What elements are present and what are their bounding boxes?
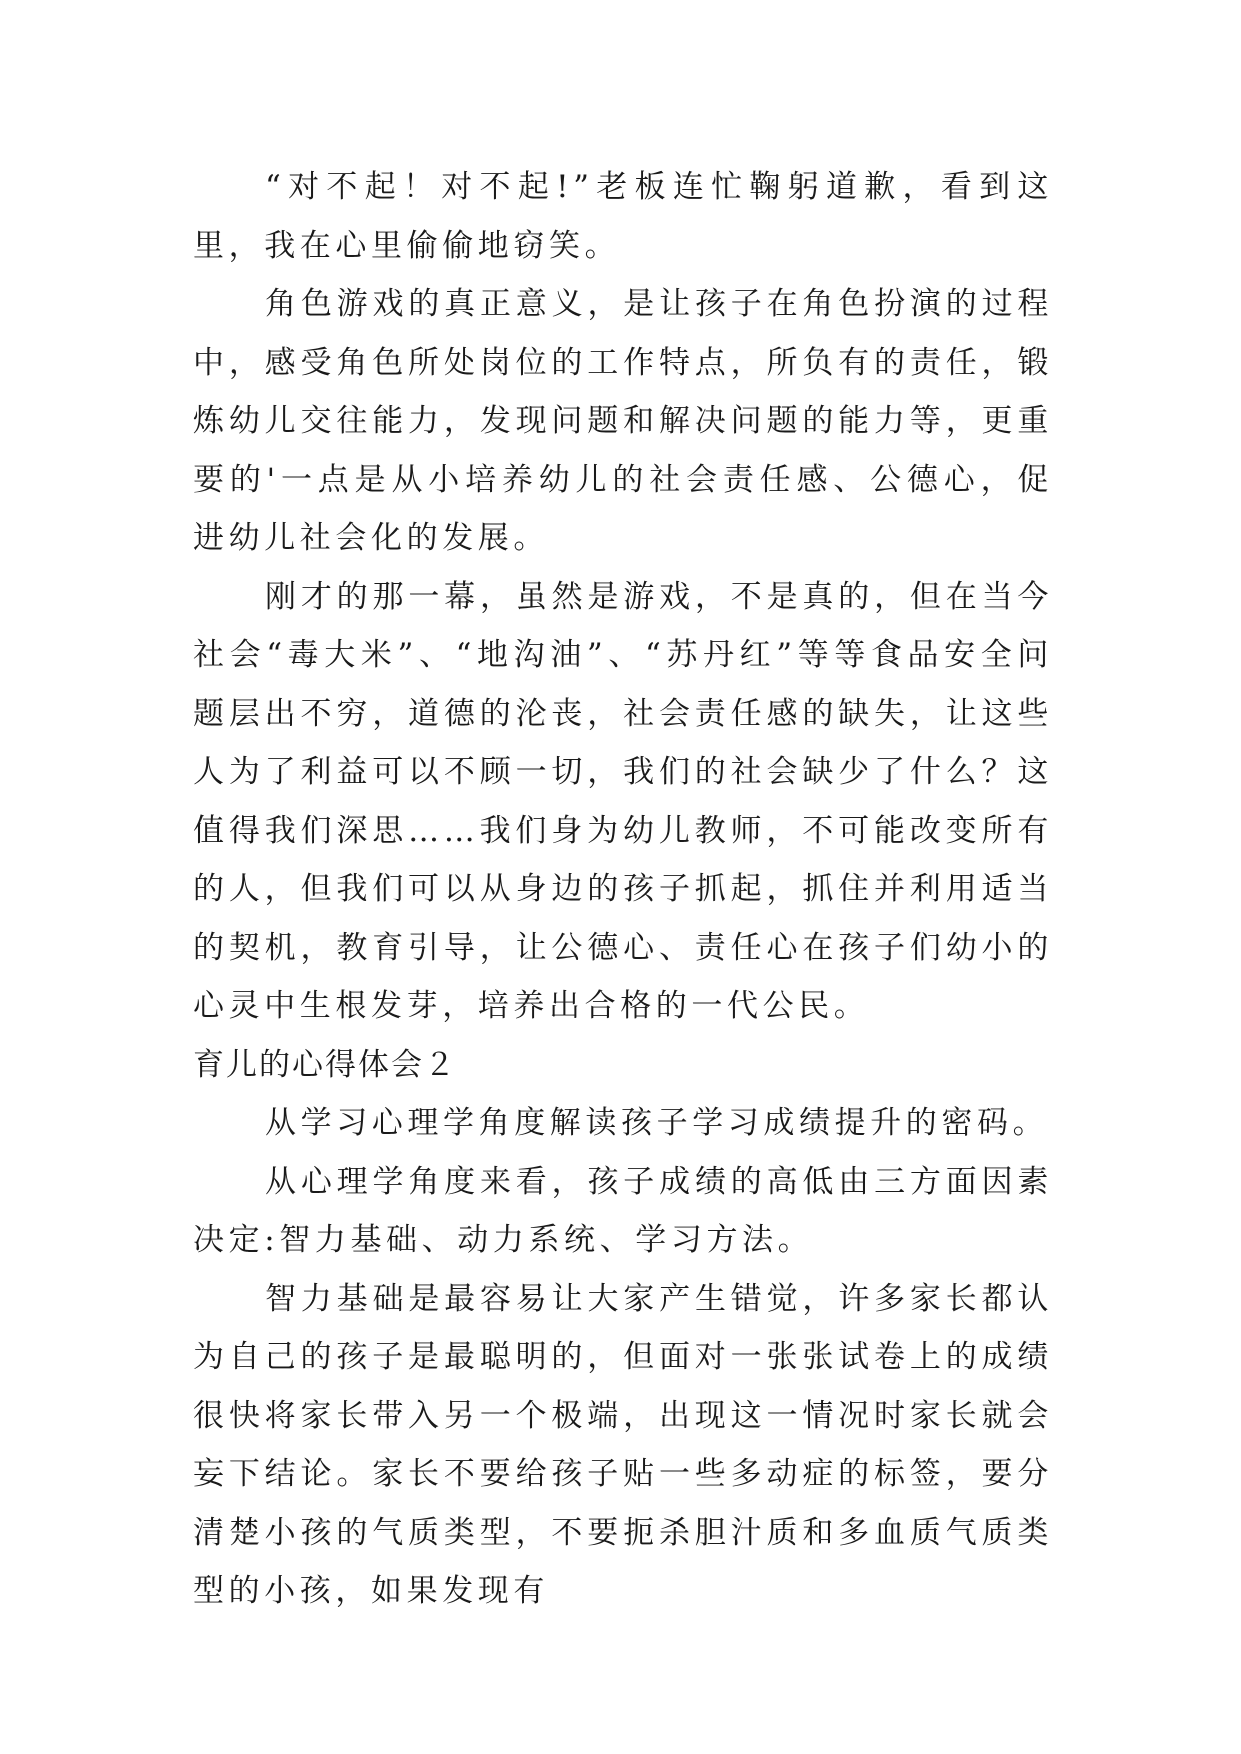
paragraph-three-factors: 从心理学角度来看，孩子成绩的高低由三方面因素决定:智力基础、动力系统、学习方法。 (193, 1163, 1053, 1258)
paragraph-social-reflection: 刚才的那一幕，虽然是游戏，不是真的，但在当今社会“毒大米”、“地沟油”、“苏丹红”等等食品安全问题层出不穷，道德的沦丧，社会责任感的缺失，让这些人为了利益可以不顾一切，我们的社会缺少了什么？这值得我们深思……我们身为幼儿教师，不可能改变所有的人，但我们可以从身边的孩子抓起，抓住并利用适当的契机，教育引导，让公德心、责任心在孩子们幼小的心灵中生根发芽，培养出合格的一代公民。 (193, 578, 1053, 1024)
paragraph-role-play-meaning: 角色游戏的真正意义，是让孩子在角色扮演的过程中，感受角色所处岗位的工作特点，所负有的责任，锻炼幼儿交往能力，发现问题和解决问题的能力等，更重要的'一点是从小培养幼儿的社会责任感、公德心，促进幼儿社会化的发展。 (193, 286, 1053, 556)
document-body (193, 158, 1053, 1621)
paragraph-intro: 从学习心理学角度解读孩子学习成绩提升的密码。 (265, 1105, 1049, 1141)
paragraph-apology: “对不起！对不起!”老板连忙鞠躬道歉，看到这里，我在心里偷偷地窃笑。 (193, 169, 1053, 264)
section-heading: 育儿的心得体会２ (193, 1046, 457, 1083)
paragraph-intelligence-basis: 智力基础是最容易让大家产生错觉，许多家长都认为自己的孩子是最聪明的，但面对一张张试卷上的成绩很快将家长带入另一个极端，出现这一情况时家长就会妄下结论。家长不要给孩子贴一些多动症的标签，要分清楚小孩的气质类型，不要扼杀胆汁质和多血质气质类型的小孩，如果发现有 (193, 1280, 1053, 1609)
